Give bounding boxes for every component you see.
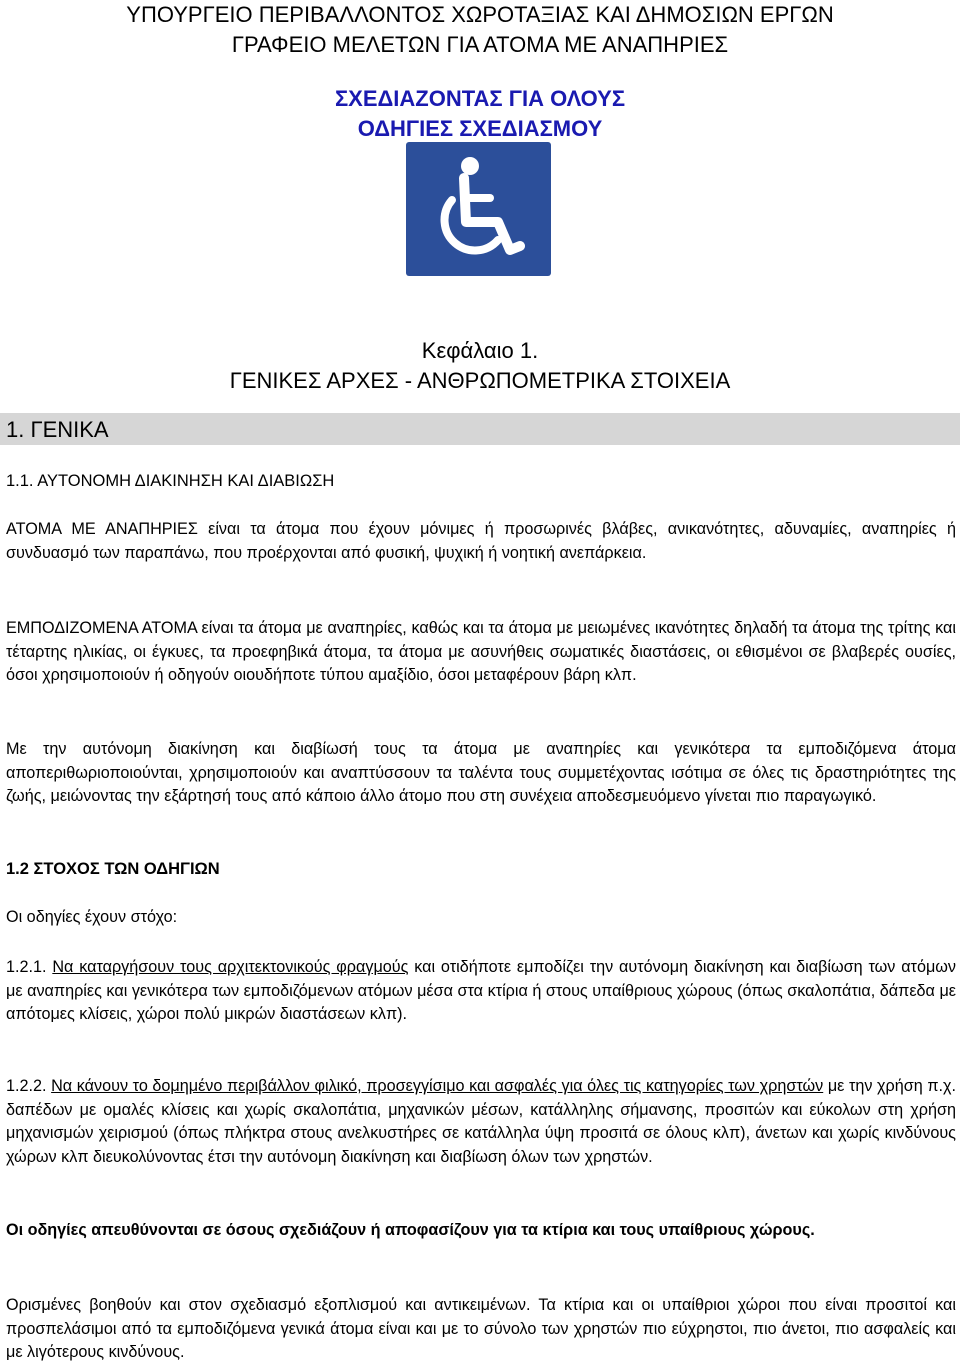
aim-item-2 bbox=[6, 1075, 956, 1169]
header bbox=[0, 0, 960, 60]
document-title bbox=[160, 84, 800, 144]
wheelchair-accessibility-icon bbox=[406, 142, 551, 276]
section-heading-aims: 1.2 ΣΤΟΧΟΣ ΤΩΝ ΟΔΗΓΙΩΝ bbox=[6, 860, 220, 878]
section-heading-bar bbox=[0, 413, 960, 445]
section-heading: 1. ΓΕΝΙΚΑ bbox=[6, 417, 109, 442]
aims-intro: Οι οδηγίες έχουν στόχο: bbox=[6, 908, 178, 926]
paragraph-audience: Οι οδηγίες απευθύνονται σε όσους σχεδιάζουν ή αποφασίζουν για τα κτίρια και τους υπαίθριους χώρους. bbox=[6, 1221, 815, 1239]
aim-item-text: με την χρήση π.χ. δαπέδων με ομαλές κλίσεις και χωρίς σκαλοπάτια, μηχανικών μέσων, κατάλληλης σήμανσης, προσιτών και εύκολων στη χρήση μηχανισμών χειρισμού (όπως πλήκτρα στους ανελκυστήρες σε κατάλληλα ύψη προσιτά σε όλους κλπ), άνετων και χωρίς κινδύνους χώρων κλπ διευκολύνοντας έτσι την αυτόνομη διακίνηση και διαβίωση όλων των χρηστών. bbox=[6, 1077, 957, 1166]
chapter-title: ΓΕΝΙΚΕΣ ΑΡΧΕΣ - ΑΝΘΡΩΠΟΜΕΤΡΙΚΑ ΣΤΟΙΧΕΙΑ bbox=[229, 368, 731, 393]
ministry-title: ΥΠΟΥΡΓΕΙΟ ΠΕΡΙΒΑΛΛΟΝΤΟΣ ΧΩΡΟΤΑΞΙΑΣ ΚΑΙ ΔΗΜΟΣΙΩΝ ΕΡΓΩΝ bbox=[126, 2, 834, 27]
aim-item-number: 1.2.2. bbox=[6, 1077, 52, 1095]
paragraph-definition: ΑΤΟΜΑ ΜΕ ΑΝΑΠΗΡΙΕΣ είναι τα άτομα που έχουν μόνιμες ή προσωρινές βλάβες, ανικανότητες, αδυναμίες, αναπηρίες ή συνδυασμό των παραπάνω, που προέρχονται από φυσική, ψυχική ή νοητική ανεπάρκεια. bbox=[6, 520, 956, 562]
subsection-heading: 1.1. ΑΥΤΟΝΟΜΗ ΔΙΑΚΙΝΗΣΗ ΚΑΙ ΔΙΑΒΙΩΣΗ bbox=[6, 472, 335, 490]
paragraph-hindered-persons: ΕΜΠΟΔΙΖΟΜΕΝΑ ΑΤΟΜΑ είναι τα άτομα με αναπηρίες, καθώς και τα άτομα με μειωμένες ικανότητες δηλαδή τα άτομα της τρίτης και τέταρτης ηλικίας, οι έγκυες, τα προεφηβικά άτομα, τα άτομα με ασυνήθεις σωματικές διαστάσεις, οι εθισμένοι σε βλαβερές ουσίες, όσοι χρησιμοποιούν ή οδηγούν οιουδήποτε τύπου αμαξίδιο, όσοι μεταφέρουν βάρη κλπ. bbox=[6, 619, 956, 684]
aim-item-1 bbox=[6, 956, 956, 1027]
office-title: ΓΡΑΦΕΙΟ ΜΕΛΕΤΩΝ ΓΙΑ ΑΤΟΜΑ ΜΕ ΑΝΑΠΗΡΙΕΣ bbox=[231, 32, 729, 57]
paragraph-autonomy: Με την αυτόνομη διακίνηση και διαβίωσή τους τα άτομα με αναπηρίες και γενικότερα τα εμποδιζόμενα άτομα αποπεριθωριοποιούνται, χρησιμοποιούν και αναπτύσσουν τα ταλέντα τους συμμετέχοντας ισότιμα σε όλες τις δραστηριότητες της ζωής, μειώνοντας την εξάρτησή τους από κάποιο άλλο άτομο που στη συνέχεια αποδεσμευόμενο γίνεται πιο παραγωγικό. bbox=[6, 740, 956, 805]
paragraph-equipment: Ορισμένες βοηθούν και στον σχεδιασμό εξοπλισμού και αντικειμένων. Τα κτίρια και οι υπαίθριοι χώροι που είναι προσιτοί και προσπελάσιμοι από τα εμποδιζόμενα γενικά άτομα είναι και με το σύνολο των χρηστών πιο εύχρηστοι, πιο άνετοι, πιο ασφαλείς και με λιγότερους κινδύνους. bbox=[6, 1296, 956, 1361]
aim-item-heading: Να κάνουν το δομημένο περιβάλλον φιλικό, προσεγγίσιμο και ασφαλές για όλες τις κατηγορίες των χρηστών bbox=[51, 1077, 824, 1095]
document-title-line2: ΟΔΗΓΙΕΣ ΣΧΕΔΙΑΣΜΟΥ bbox=[357, 116, 603, 141]
aim-item-number: 1.2.1. bbox=[6, 958, 53, 976]
chapter-heading bbox=[180, 336, 780, 396]
aim-item-text: και οτιδήποτε εμποδίζει την αυτόνομη διακίνηση και διαβίωση των ατόμων με αναπηρίες και γενικότερα των εμποδιζόμενων ατόμων μέσα στα κτίρια ή στους υπαίθριους χώρους (όπως σκαλοπάτια, δάπεδα με απότομες κλίσεις, χώροι πολύ μικρών διαστάσεων κλπ). bbox=[6, 958, 957, 1023]
aim-item-heading: Να καταργήσουν τους αρχιτεκτονικούς φραγμούς bbox=[52, 958, 409, 976]
document-title-line1: ΣΧΕΔΙΑΖΟΝΤΑΣ ΓΙΑ ΟΛΟΥΣ bbox=[334, 86, 626, 111]
chapter-label: Κεφάλαιο 1. bbox=[421, 338, 539, 363]
